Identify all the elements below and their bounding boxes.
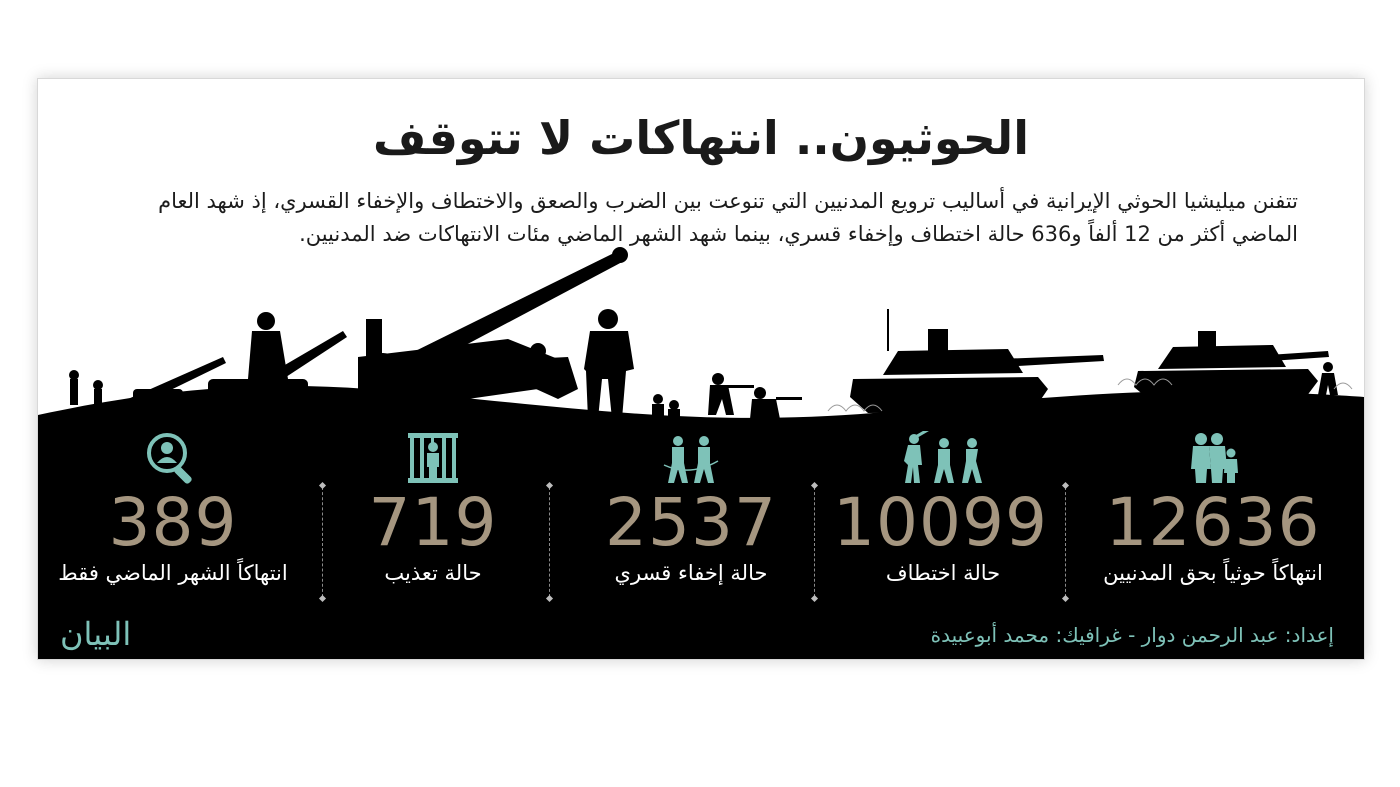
stat-kidnapping	[833, 427, 1048, 587]
family-icon	[1083, 427, 1343, 485]
stat-label: انتهاكاً حوثياً بحق المدنيين	[1103, 561, 1323, 585]
stat-divider	[814, 487, 815, 597]
stats-row	[38, 427, 1364, 617]
stat-label: حالة تعذيب	[384, 561, 482, 585]
stat-value: 2537	[605, 484, 777, 561]
page-title: الحوثيون.. انتهاكات لا تتوقف	[373, 111, 1029, 165]
stat-value: 719	[368, 484, 498, 561]
magnifier-person-icon	[53, 427, 293, 485]
stat-label: حالة إخفاء قسري	[614, 561, 768, 585]
stat-divider	[322, 487, 323, 597]
stat-torture	[333, 427, 533, 587]
stat-divider	[549, 487, 550, 597]
stat-forced-disappearance	[586, 427, 796, 587]
stat-value: 12636	[1105, 484, 1321, 561]
forced-disappearance-icon	[586, 427, 796, 485]
credits-text: إعداد: عبد الرحمن دوار - غرافيك: محمد أبوعبيدة	[930, 623, 1334, 647]
stat-label: حالة اختطاف	[885, 561, 1001, 585]
kidnapping-icon	[838, 427, 1048, 485]
intro-paragraph: تتفنن ميليشيا الحوثي الإيرانية في أساليب ترويع المدنيين التي تنوعت بين الضرب والصعق والاختطاف والإخفاء القسري، إذ شهد العام الماضي أكثر من 12 ألفاً و636 حالة اختطاف وإخفاء قسري، بينما شهد الشهر الماضي مئات الانتهاكات ضد المدنيين.	[158, 189, 1298, 246]
prison-icon	[333, 427, 533, 485]
stat-label: انتهاكاً الشهر الماضي فقط	[58, 561, 288, 585]
stat-divider	[1065, 487, 1066, 597]
albayan-logo: البيان	[60, 615, 132, 653]
stat-last-month	[53, 427, 293, 587]
stat-value: 10099	[833, 484, 1048, 561]
stat-civilian-violations	[1083, 427, 1343, 587]
stat-value: 389	[108, 484, 238, 561]
infographic-card	[37, 78, 1365, 660]
